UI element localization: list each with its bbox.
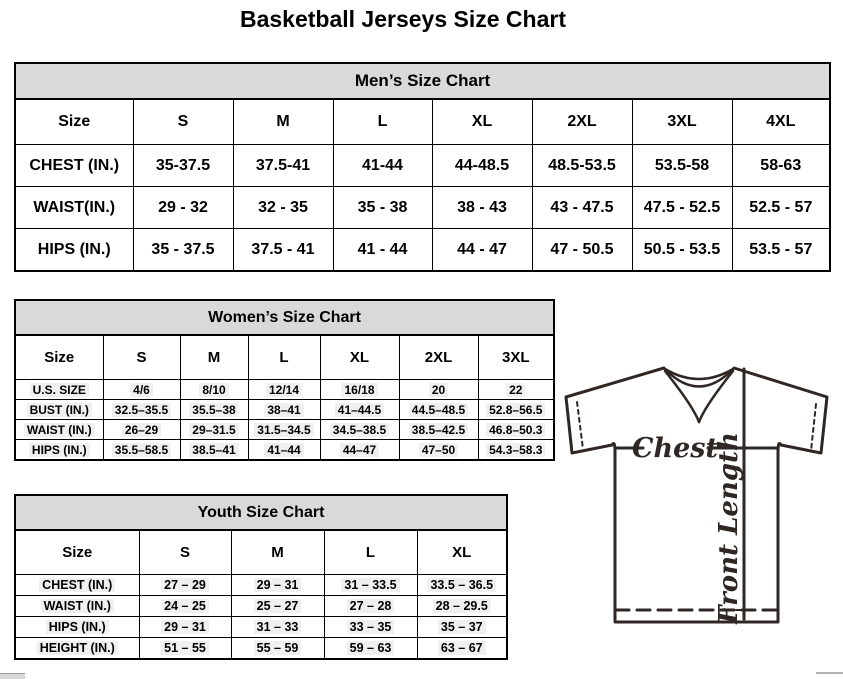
row-label bbox=[15, 380, 103, 400]
column-header: XL bbox=[417, 530, 507, 575]
cell-value: 16/18 bbox=[341, 383, 377, 397]
table-cell: 53.5-58 bbox=[632, 145, 732, 187]
table-cell: 47.5 - 52.5 bbox=[632, 187, 732, 229]
table-cell: 29 - 32 bbox=[133, 187, 233, 229]
cell-value: 31 – 33 bbox=[254, 620, 302, 634]
table-cell bbox=[180, 420, 248, 440]
table-cell bbox=[103, 380, 180, 400]
table-cell bbox=[231, 617, 324, 638]
table-cell bbox=[478, 400, 554, 420]
cell-value: 29 – 31 bbox=[254, 578, 302, 592]
table-cell bbox=[139, 575, 231, 596]
row-label bbox=[15, 440, 103, 461]
table-row bbox=[15, 63, 830, 99]
cell-value: 29 – 31 bbox=[161, 620, 209, 634]
table-row bbox=[15, 617, 507, 638]
table-cell: 41 - 44 bbox=[333, 229, 432, 272]
table-cell bbox=[248, 400, 320, 420]
cell-value: 33.5 – 36.5 bbox=[427, 578, 496, 592]
column-header: M bbox=[233, 99, 333, 145]
table-cell: 35 - 38 bbox=[333, 187, 432, 229]
womens-size-table bbox=[14, 299, 555, 461]
cell-value: 32.5–35.5 bbox=[112, 403, 171, 417]
table-cell bbox=[231, 596, 324, 617]
table-cell: 32 - 35 bbox=[233, 187, 333, 229]
table-cell: 38 - 43 bbox=[432, 187, 532, 229]
front-length-label: Front Length bbox=[714, 432, 744, 624]
table-cell: 35-37.5 bbox=[133, 145, 233, 187]
table-row bbox=[15, 335, 554, 380]
cell-value: 31 – 33.5 bbox=[341, 578, 399, 592]
column-header: L bbox=[248, 335, 320, 380]
cell-value: 31.5–34.5 bbox=[254, 423, 313, 437]
table-cell bbox=[139, 596, 231, 617]
table-cell bbox=[324, 575, 417, 596]
table-row bbox=[15, 380, 554, 400]
cell-value: 38–41 bbox=[264, 403, 303, 417]
cell-value: 27 – 29 bbox=[161, 578, 209, 592]
cell-value: 41–44 bbox=[264, 443, 303, 457]
mens-size-table bbox=[14, 62, 831, 272]
cell-value: 12/14 bbox=[266, 383, 302, 397]
table-row bbox=[15, 638, 507, 660]
table-cell bbox=[103, 420, 180, 440]
table-cell bbox=[399, 440, 478, 461]
table-cell: 41-44 bbox=[333, 145, 432, 187]
table-cell bbox=[478, 380, 554, 400]
mens-chart-title: Men’s Size Chart bbox=[15, 63, 830, 99]
table-cell bbox=[180, 440, 248, 461]
row-label: WAIST(IN.) bbox=[15, 187, 133, 229]
cell-value: 20 bbox=[429, 383, 448, 397]
table-cell: 44 - 47 bbox=[432, 229, 532, 272]
column-header: Size bbox=[15, 530, 139, 575]
row-label-text: WAIST (IN.) bbox=[41, 599, 114, 613]
cell-value: 38.5–41 bbox=[189, 443, 238, 457]
column-header: XL bbox=[432, 99, 532, 145]
table-cell bbox=[324, 638, 417, 660]
table-cell: 48.5-53.5 bbox=[532, 145, 632, 187]
cell-value: 44.5–48.5 bbox=[409, 403, 468, 417]
mens-size-chart bbox=[14, 62, 829, 272]
column-header: Size bbox=[15, 335, 103, 380]
cell-value: 35 – 37 bbox=[438, 620, 486, 634]
page-title: Basketball Jerseys Size Chart bbox=[239, 6, 566, 32]
cell-value: 26–29 bbox=[122, 423, 161, 437]
column-header: S bbox=[103, 335, 180, 380]
cell-value: 46.8–50.3 bbox=[486, 423, 545, 437]
cell-value: 25 – 27 bbox=[254, 599, 302, 613]
table-cell bbox=[248, 380, 320, 400]
table-cell bbox=[320, 400, 399, 420]
table-cell: 44-48.5 bbox=[432, 145, 532, 187]
table-row bbox=[15, 575, 507, 596]
table-cell bbox=[103, 440, 180, 461]
table-cell bbox=[417, 575, 507, 596]
row-label bbox=[15, 596, 139, 617]
cell-value: 47–50 bbox=[419, 443, 458, 457]
row-label-text: HEIGHT (IN.) bbox=[37, 641, 118, 655]
column-header: 3XL bbox=[478, 335, 554, 380]
table-cell bbox=[248, 440, 320, 461]
cell-value: 54.3–58.3 bbox=[486, 443, 545, 457]
table-cell bbox=[320, 420, 399, 440]
table-cell bbox=[399, 400, 478, 420]
row-label bbox=[15, 575, 139, 596]
cell-value: 4/6 bbox=[130, 383, 153, 397]
table-cell: 52.5 - 57 bbox=[732, 187, 830, 229]
row-label: HIPS (IN.) bbox=[15, 229, 133, 272]
table-row bbox=[15, 400, 554, 420]
table-cell bbox=[478, 440, 554, 461]
cell-value: 59 – 63 bbox=[347, 641, 395, 655]
table-cell: 43 - 47.5 bbox=[532, 187, 632, 229]
column-header: XL bbox=[320, 335, 399, 380]
womens-chart-title: Women’s Size Chart bbox=[15, 300, 554, 335]
cutoff-element-bottom-right bbox=[816, 672, 843, 674]
cell-value: 24 – 25 bbox=[161, 599, 209, 613]
left-cuff-stitch-line bbox=[577, 402, 583, 449]
table-cell bbox=[324, 617, 417, 638]
chest-label: Chest bbox=[632, 433, 718, 464]
column-header: 3XL bbox=[632, 99, 732, 145]
row-label bbox=[15, 420, 103, 440]
table-cell bbox=[478, 420, 554, 440]
table-cell bbox=[103, 400, 180, 420]
youth-chart-title: Youth Size Chart bbox=[15, 495, 507, 530]
table-row bbox=[15, 145, 830, 187]
womens-size-chart bbox=[14, 299, 553, 461]
table-cell bbox=[320, 380, 399, 400]
table-cell bbox=[180, 380, 248, 400]
table-cell bbox=[417, 617, 507, 638]
table-cell bbox=[139, 617, 231, 638]
jersey-outline bbox=[566, 368, 827, 622]
table-cell bbox=[139, 638, 231, 660]
cell-value: 35.5–58.5 bbox=[112, 443, 171, 457]
cell-value: 29–31.5 bbox=[189, 423, 238, 437]
column-header: M bbox=[180, 335, 248, 380]
cell-value: 38.5–42.5 bbox=[409, 423, 468, 437]
cell-value: 44–47 bbox=[340, 443, 379, 457]
table-cell: 35 - 37.5 bbox=[133, 229, 233, 272]
table-cell: 50.5 - 53.5 bbox=[632, 229, 732, 272]
cell-value: 52.8–56.5 bbox=[486, 403, 545, 417]
table-row bbox=[15, 300, 554, 335]
row-label-text: U.S. SIZE bbox=[30, 383, 89, 397]
column-header: S bbox=[139, 530, 231, 575]
table-cell: 47 - 50.5 bbox=[532, 229, 632, 272]
cell-value: 35.5–38 bbox=[189, 403, 238, 417]
table-row bbox=[15, 420, 554, 440]
table-row bbox=[15, 495, 507, 530]
cell-value: 41–44.5 bbox=[335, 403, 384, 417]
row-label-text: BUST (IN.) bbox=[27, 403, 92, 417]
table-cell bbox=[417, 596, 507, 617]
table-cell bbox=[248, 420, 320, 440]
row-label-text: CHEST (IN.) bbox=[39, 578, 115, 592]
table-cell: 37.5 - 41 bbox=[233, 229, 333, 272]
row-label bbox=[15, 638, 139, 660]
cell-value: 22 bbox=[506, 383, 525, 397]
table-row bbox=[15, 99, 830, 145]
cell-value: 27 – 28 bbox=[347, 599, 395, 613]
row-label-text: WAIST (IN.) bbox=[24, 423, 95, 437]
column-header: M bbox=[231, 530, 324, 575]
row-label: CHEST (IN.) bbox=[15, 145, 133, 187]
table-cell bbox=[417, 638, 507, 660]
cell-value: 51 – 55 bbox=[161, 641, 209, 655]
table-cell bbox=[180, 400, 248, 420]
cell-value: 28 – 29.5 bbox=[433, 599, 491, 613]
column-header: S bbox=[133, 99, 233, 145]
table-cell bbox=[231, 638, 324, 660]
table-cell bbox=[399, 420, 478, 440]
row-label bbox=[15, 617, 139, 638]
right-cuff-stitch-line bbox=[811, 404, 816, 451]
youth-size-table bbox=[14, 494, 508, 660]
table-row bbox=[15, 187, 830, 229]
cell-value: 33 – 35 bbox=[347, 620, 395, 634]
cell-value: 34.5–38.5 bbox=[330, 423, 389, 437]
cutoff-element-bottom-left bbox=[0, 673, 25, 679]
youth-size-chart bbox=[14, 494, 506, 660]
column-header: L bbox=[333, 99, 432, 145]
table-row bbox=[15, 596, 507, 617]
table-cell bbox=[231, 575, 324, 596]
column-header: L bbox=[324, 530, 417, 575]
column-header: 2XL bbox=[532, 99, 632, 145]
column-header: 2XL bbox=[399, 335, 478, 380]
cell-value: 63 – 67 bbox=[438, 641, 486, 655]
table-cell bbox=[399, 380, 478, 400]
table-cell bbox=[320, 440, 399, 461]
cell-value: 8/10 bbox=[199, 383, 228, 397]
table-cell bbox=[324, 596, 417, 617]
table-cell: 58-63 bbox=[732, 145, 830, 187]
column-header: 4XL bbox=[732, 99, 830, 145]
table-row bbox=[15, 530, 507, 575]
table-row bbox=[15, 440, 554, 461]
row-label bbox=[15, 400, 103, 420]
jersey-measurement-diagram bbox=[556, 356, 843, 628]
cell-value: 55 – 59 bbox=[254, 641, 302, 655]
row-label-text: HIPS (IN.) bbox=[29, 443, 90, 457]
table-row bbox=[15, 229, 830, 272]
column-header: Size bbox=[15, 99, 133, 145]
table-cell: 37.5-41 bbox=[233, 145, 333, 187]
row-label-text: HIPS (IN.) bbox=[46, 620, 109, 634]
table-cell: 53.5 - 57 bbox=[732, 229, 830, 272]
